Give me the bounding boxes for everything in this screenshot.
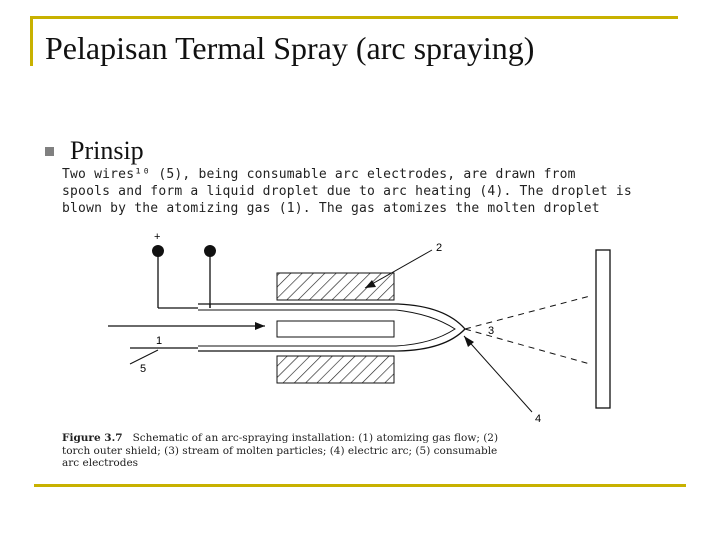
torch-nozzle-inner: [198, 310, 455, 346]
scanned-text-line-3: blown by the atomizing gas (1). The gas atomizes the molten droplet: [62, 201, 600, 216]
positive-sign-label: +: [154, 231, 161, 243]
gas-flow-arrow-head: [255, 322, 265, 330]
wire-feed-arrow: [130, 350, 158, 364]
frame-bottom-line: [34, 484, 686, 487]
slide-title: Pelapisan Termal Spray (arc spraying): [45, 30, 535, 66]
gas-channel: [277, 321, 394, 337]
bullet-text: Prinsip: [70, 136, 144, 165]
label-electric-arc: 4: [535, 413, 542, 425]
arc-spraying-schematic: [100, 226, 620, 426]
substrate-plate: [596, 250, 610, 408]
frame-left-line: [30, 16, 33, 66]
scanned-text-line-2: spools and form a liquid droplet due to arc heating (4). The droplet is: [62, 184, 632, 199]
caption-figure-label: Figure 3.7: [62, 432, 123, 444]
shield-pointer: [365, 250, 432, 288]
caption-line-3: arc electrodes: [62, 457, 139, 469]
label-gas-flow: 1: [156, 335, 163, 347]
electrode-terminal-negative: [204, 245, 216, 308]
arc-pointer: [464, 336, 532, 412]
frame-top-line: [30, 16, 678, 19]
spray-cone-upper: [465, 296, 590, 329]
scanned-text: [62, 166, 668, 217]
bullet-square-icon: [45, 147, 54, 156]
caption-line-2: torch outer shield; (3) stream of molten particles; (4) electric arc; (5) consumable: [62, 444, 498, 457]
figure-caption: [62, 432, 668, 470]
shield-block-bottom: [277, 356, 394, 383]
torch-nozzle-outer: [198, 304, 465, 351]
label-electrodes: 5: [140, 363, 147, 375]
label-torch-shield: 2: [436, 242, 443, 254]
caption-line-1: [62, 432, 668, 445]
scanned-text-line-1: Two wires¹⁰ (5), being consumable arc electrodes, are drawn from: [62, 167, 576, 182]
shield-block-top: [277, 273, 394, 300]
label-particle-stream: 3: [488, 325, 495, 337]
electrode-terminal-positive: [152, 245, 164, 308]
caption-text-1: Schematic of an arc-spraying installation: (1) atomizing gas flow; (2): [132, 432, 499, 444]
